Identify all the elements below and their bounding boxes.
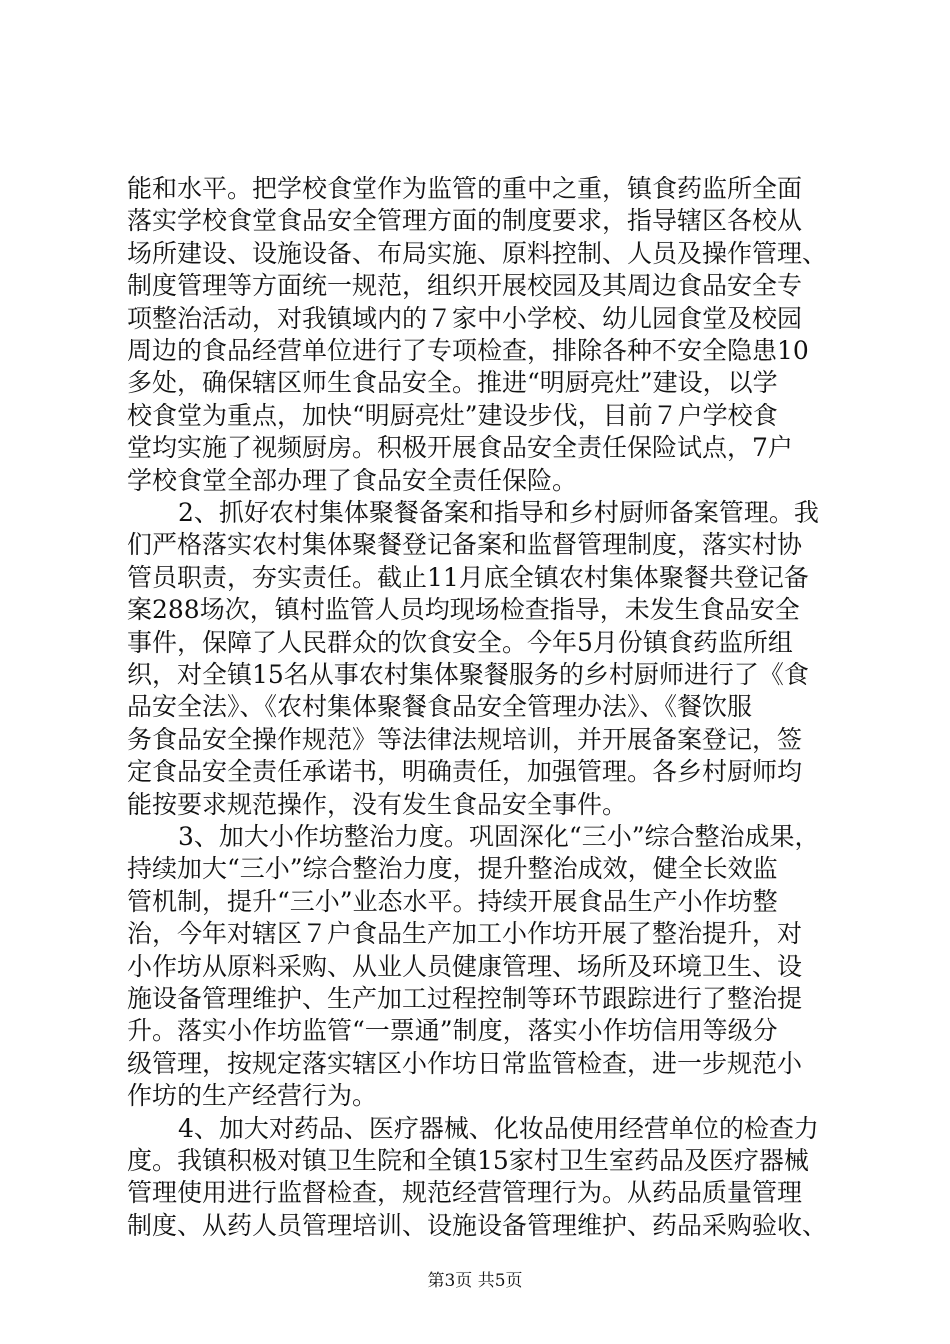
- text-line: 项整治活动，对我镇域内的７家中小学校、幼儿园食堂及校园: [127, 304, 803, 333]
- text-line: 制度管理等方面统一规范，组织开展校园及其周边食品安全专: [127, 271, 803, 300]
- text-line: 务食品安全操作规范》等法律法规培训，并开展备案登记，签: [127, 725, 803, 754]
- text-line: 能和水平。把学校食堂作为监管的重中之重，镇食药监所全面: [127, 174, 803, 203]
- text-line: 品安全法》、《农村集体聚餐食品安全管理办法》、《餐饮服: [127, 692, 753, 721]
- text-line: 校食堂为重点，加快“明厨亮灶”建设步伐，目前７户学校食: [127, 401, 778, 430]
- text-line: 治，今年对辖区７户食品生产加工小作坊开展了整治提升，对: [127, 919, 803, 948]
- page-footer: 第3页 共5页: [427, 1271, 523, 1291]
- text-line: 管员职责，夯实责任。截止11月底全镇农村集体聚餐共登记备: [127, 563, 809, 592]
- text-line: 升。落实小作坊监管“一票通”制度，落实小作坊信用等级分: [127, 1016, 778, 1045]
- text-line: 定食品安全责任承诺书，明确责任，加强管理。各乡村厨师均: [127, 757, 803, 786]
- text-line: 级管理，按规定落实辖区小作坊日常监管检查，进一步规范小: [127, 1049, 803, 1078]
- text-line: 管机制，提升“三小”业态水平。持续开展食品生产小作坊整: [127, 887, 778, 916]
- text-line: 学校食堂全部办理了食品安全责任保险。: [127, 466, 578, 495]
- text-line: 度。我镇积极对镇卫生院和全镇15家村卫生室药品及医疗器械: [127, 1146, 809, 1175]
- text-line: 们严格落实农村集体聚餐登记备案和监督管理制度，落实村协: [127, 530, 803, 559]
- text-line: 小作坊从原料采购、从业人员健康管理、场所及环境卫生、设: [127, 952, 803, 981]
- text-line: 管理使用进行监督检查，规范经营管理行为。从药品质量管理: [127, 1178, 803, 1207]
- text-line: 多处，确保辖区师生食品安全。推进“明厨亮灶”建设，以学: [127, 368, 778, 397]
- text-line: 案288场次，镇村监管人员均现场检查指导，未发生食品安全: [127, 595, 800, 624]
- text-line: 能按要求规范操作，没有发生食品安全事件。: [127, 790, 628, 819]
- text-line: 持续加大“三小”综合整治力度，提升整治成效，健全长效监: [127, 854, 778, 883]
- text-line: 事件，保障了人民群众的饮食安全。今年5月份镇食药监所组: [127, 628, 793, 657]
- text-line: 堂均实施了视频厨房。积极开展食品安全责任保险试点，7户: [127, 433, 793, 462]
- text-line: 织，对全镇15名从事农村集体聚餐服务的乡村厨师进行了《食: [127, 660, 809, 689]
- text-line: 2、抓好农村集体聚餐备案和指导和乡村厨师备案管理。我: [178, 498, 819, 527]
- text-line: 4、加大对药品、医疗器械、化妆品使用经营单位的检查力: [178, 1114, 819, 1143]
- text-line: 周边的食品经营单位进行了专项检查，排除各种不安全隐患10: [127, 336, 809, 365]
- text-line: 场所建设、设施设备、布局实施、原料控制、人员及操作管理、: [127, 239, 828, 268]
- text-line: 施设备管理维护、生产加工过程控制等环节跟踪进行了整治提: [127, 984, 803, 1013]
- text-line: 3、加大小作坊整治力度。巩固深化“三小”综合整治成果，: [178, 822, 820, 851]
- text-line: 制度、从药人员管理培训、设施设备管理维护、药品采购验收、: [127, 1211, 828, 1240]
- text-line: 作坊的生产经营行为。: [127, 1081, 378, 1110]
- text-line: 落实学校食堂食品安全管理方面的制度要求，指导辖区各校从: [127, 206, 803, 235]
